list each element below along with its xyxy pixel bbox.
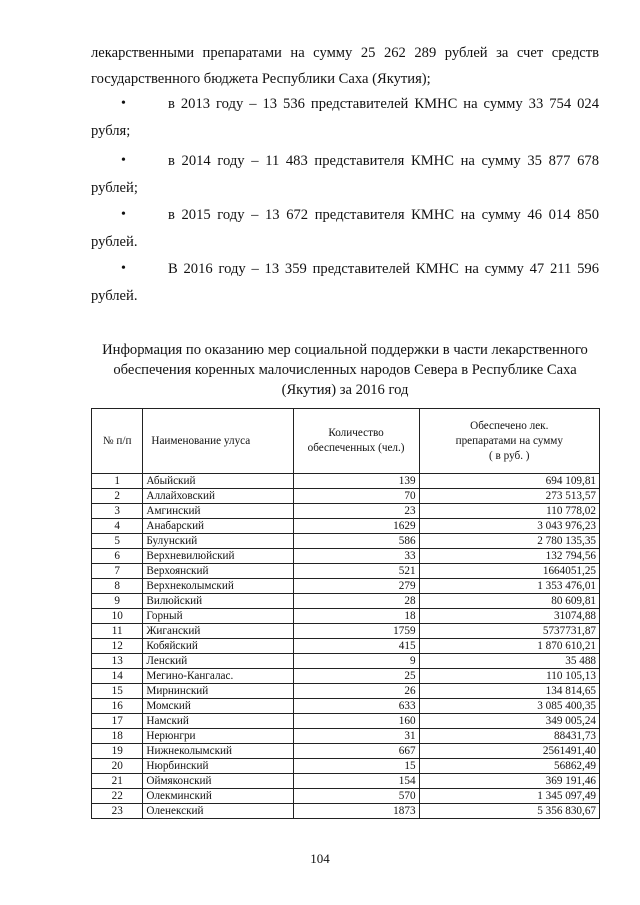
row-num-cell: 7 <box>92 564 143 579</box>
row-num-cell: 6 <box>92 549 143 564</box>
ulus-name-cell: Нижнеколымский <box>143 744 293 759</box>
bullet-text-continued: рублей; <box>91 180 138 196</box>
count-cell: 18 <box>293 609 419 624</box>
row-num-cell: 12 <box>92 639 143 654</box>
count-cell: 26 <box>293 684 419 699</box>
sum-cell: 369 191,46 <box>419 774 599 789</box>
header-sum-line-3: ( в руб. ) <box>489 449 530 462</box>
sum-cell: 2 780 135,35 <box>419 534 599 549</box>
sum-cell: 694 109,81 <box>419 474 599 489</box>
table-row <box>92 774 600 789</box>
ulus-name-cell: Жиганский <box>143 624 293 639</box>
count-cell: 160 <box>293 714 419 729</box>
count-cell: 33 <box>293 549 419 564</box>
ulus-name-cell: Момский <box>143 699 293 714</box>
table-row <box>92 579 600 594</box>
row-num-cell: 15 <box>92 684 143 699</box>
ulus-name-cell: Верхоянский <box>143 564 293 579</box>
table-header-row <box>92 409 600 474</box>
ulus-name-cell: Оймяконский <box>143 774 293 789</box>
sum-cell: 132 794,56 <box>419 549 599 564</box>
bullet-text-continued: рубля; <box>91 123 131 139</box>
count-cell: 23 <box>293 504 419 519</box>
table-row <box>92 804 600 819</box>
sum-cell: 35 488 <box>419 654 599 669</box>
page-number: 104 <box>310 851 330 866</box>
sum-cell: 1 353 476,01 <box>419 579 599 594</box>
header-num: № п/п <box>92 409 143 474</box>
sum-cell: 1 870 610,21 <box>419 639 599 654</box>
sum-cell: 349 005,24 <box>419 714 599 729</box>
sum-cell: 5737731,87 <box>419 624 599 639</box>
sum-cell: 56862,49 <box>419 759 599 774</box>
support-table <box>91 408 600 819</box>
count-cell: 415 <box>293 639 419 654</box>
count-cell: 633 <box>293 699 419 714</box>
bullet-text-continued: рублей. <box>91 234 138 250</box>
table-row <box>92 714 600 729</box>
ulus-name-cell: Нюрбинский <box>143 759 293 774</box>
ulus-name-cell: Верхневилюйский <box>143 549 293 564</box>
row-num-cell: 13 <box>92 654 143 669</box>
table-row <box>92 639 600 654</box>
row-num-cell: 3 <box>92 504 143 519</box>
ulus-name-cell: Мирнинский <box>143 684 293 699</box>
sum-cell: 31074,88 <box>419 609 599 624</box>
count-cell: 15 <box>293 759 419 774</box>
row-num-cell: 23 <box>92 804 143 819</box>
ulus-name-cell: Нерюнгри <box>143 729 293 744</box>
bullet-text: в 2015 году – 13 672 представителя КМНС на сумму 46 014 850 <box>168 207 599 223</box>
table-row <box>92 549 600 564</box>
row-num-cell: 22 <box>92 789 143 804</box>
ulus-name-cell: Абыйский <box>143 474 293 489</box>
table-title-line-2: обеспечения коренных малочисленных народов Севера в Республике Саха <box>113 362 577 378</box>
row-num-cell: 10 <box>92 609 143 624</box>
header-count <box>293 409 419 474</box>
count-cell: 139 <box>293 474 419 489</box>
row-num-cell: 1 <box>92 474 143 489</box>
table-row <box>92 699 600 714</box>
table-title-line-1: Информация по оказанию мер социальной поддержки в части лекарственного <box>102 342 588 358</box>
row-num-cell: 21 <box>92 774 143 789</box>
ulus-name-cell: Кобяйский <box>143 639 293 654</box>
count-cell: 1629 <box>293 519 419 534</box>
row-num-cell: 2 <box>92 489 143 504</box>
table-row <box>92 504 600 519</box>
sum-cell: 1664051,25 <box>419 564 599 579</box>
row-num-cell: 17 <box>92 714 143 729</box>
table-row <box>92 609 600 624</box>
table-row <box>92 744 600 759</box>
count-cell: 25 <box>293 669 419 684</box>
sum-cell: 5 356 830,67 <box>419 804 599 819</box>
sum-cell: 2561491,40 <box>419 744 599 759</box>
row-num-cell: 8 <box>92 579 143 594</box>
table-title <box>80 340 610 400</box>
count-cell: 28 <box>293 594 419 609</box>
table-row <box>92 684 600 699</box>
ulus-name-cell: Вилюйский <box>143 594 293 609</box>
intro-line-2: государственного бюджета Республики Саха (Якутия); <box>91 71 431 87</box>
row-num-cell: 4 <box>92 519 143 534</box>
bullet-text: В 2016 году – 13 359 представителей КМНС на сумму 47 211 596 <box>168 261 599 277</box>
row-num-cell: 14 <box>92 669 143 684</box>
table-row <box>92 594 600 609</box>
sum-cell: 88431,73 <box>419 729 599 744</box>
ulus-name-cell: Анабарский <box>143 519 293 534</box>
intro-line-1: лекарственными препаратами на сумму 25 262 289 рублей за счет средств <box>91 45 599 61</box>
ulus-name-cell: Амгинский <box>143 504 293 519</box>
table-row <box>92 654 600 669</box>
header-count-line-1: Количество <box>328 427 384 439</box>
count-cell: 1759 <box>293 624 419 639</box>
ulus-name-cell: Оленекский <box>143 804 293 819</box>
ulus-name-cell: Мегино-Кангалас. <box>143 669 293 684</box>
bullet-dot-icon: • <box>121 96 126 111</box>
sum-cell: 110 778,02 <box>419 504 599 519</box>
table-row <box>92 564 600 579</box>
table-body <box>92 474 600 819</box>
row-num-cell: 18 <box>92 729 143 744</box>
sum-cell: 134 814,65 <box>419 684 599 699</box>
count-cell: 279 <box>293 579 419 594</box>
table-row <box>92 474 600 489</box>
header-sum-line-1: Обеспечено лек. <box>470 419 549 432</box>
table-row <box>92 789 600 804</box>
header-sum <box>419 409 599 474</box>
ulus-name-cell: Намский <box>143 714 293 729</box>
table-row <box>92 534 600 549</box>
ulus-name-cell: Горный <box>143 609 293 624</box>
row-num-cell: 19 <box>92 744 143 759</box>
table-row <box>92 669 600 684</box>
row-num-cell: 9 <box>92 594 143 609</box>
bullet-dot-icon: • <box>121 207 126 222</box>
count-cell: 154 <box>293 774 419 789</box>
table-row <box>92 624 600 639</box>
sum-cell: 273 513,57 <box>419 489 599 504</box>
count-cell: 1873 <box>293 804 419 819</box>
sum-cell: 3 085 400,35 <box>419 699 599 714</box>
bullet-text: в 2013 году – 13 536 представителей КМНС на сумму 33 754 024 <box>168 96 599 112</box>
ulus-name-cell: Верхнеколымский <box>143 579 293 594</box>
row-num-cell: 11 <box>92 624 143 639</box>
bullet-text-continued: рублей. <box>91 288 138 304</box>
bullet-dot-icon: • <box>121 261 126 276</box>
ulus-name-cell: Олекминский <box>143 789 293 804</box>
header-sum-line-2: препаратами на сумму <box>455 434 563 447</box>
ulus-name-cell: Ленский <box>143 654 293 669</box>
sum-cell: 3 043 976,23 <box>419 519 599 534</box>
table-row <box>92 489 600 504</box>
bullet-dot-icon: • <box>121 153 126 168</box>
count-cell: 570 <box>293 789 419 804</box>
sum-cell: 80 609,81 <box>419 594 599 609</box>
row-num-cell: 5 <box>92 534 143 549</box>
table-row <box>92 729 600 744</box>
bullet-text: в 2014 году – 11 483 представителя КМНС на сумму 35 877 678 <box>168 153 599 169</box>
count-cell: 521 <box>293 564 419 579</box>
header-count-line-2: обеспеченных (чел.) <box>307 442 405 454</box>
count-cell: 70 <box>293 489 419 504</box>
ulus-name-cell: Аллайховский <box>143 489 293 504</box>
count-cell: 31 <box>293 729 419 744</box>
table-row <box>92 759 600 774</box>
row-num-cell: 16 <box>92 699 143 714</box>
sum-cell: 1 345 097,49 <box>419 789 599 804</box>
table-row <box>92 519 600 534</box>
count-cell: 667 <box>293 744 419 759</box>
header-name: Наименование улуса <box>143 409 293 474</box>
ulus-name-cell: Булунский <box>143 534 293 549</box>
count-cell: 586 <box>293 534 419 549</box>
count-cell: 9 <box>293 654 419 669</box>
table-title-line-3: (Якутия) за 2016 год <box>281 382 409 398</box>
sum-cell: 110 105,13 <box>419 669 599 684</box>
row-num-cell: 20 <box>92 759 143 774</box>
